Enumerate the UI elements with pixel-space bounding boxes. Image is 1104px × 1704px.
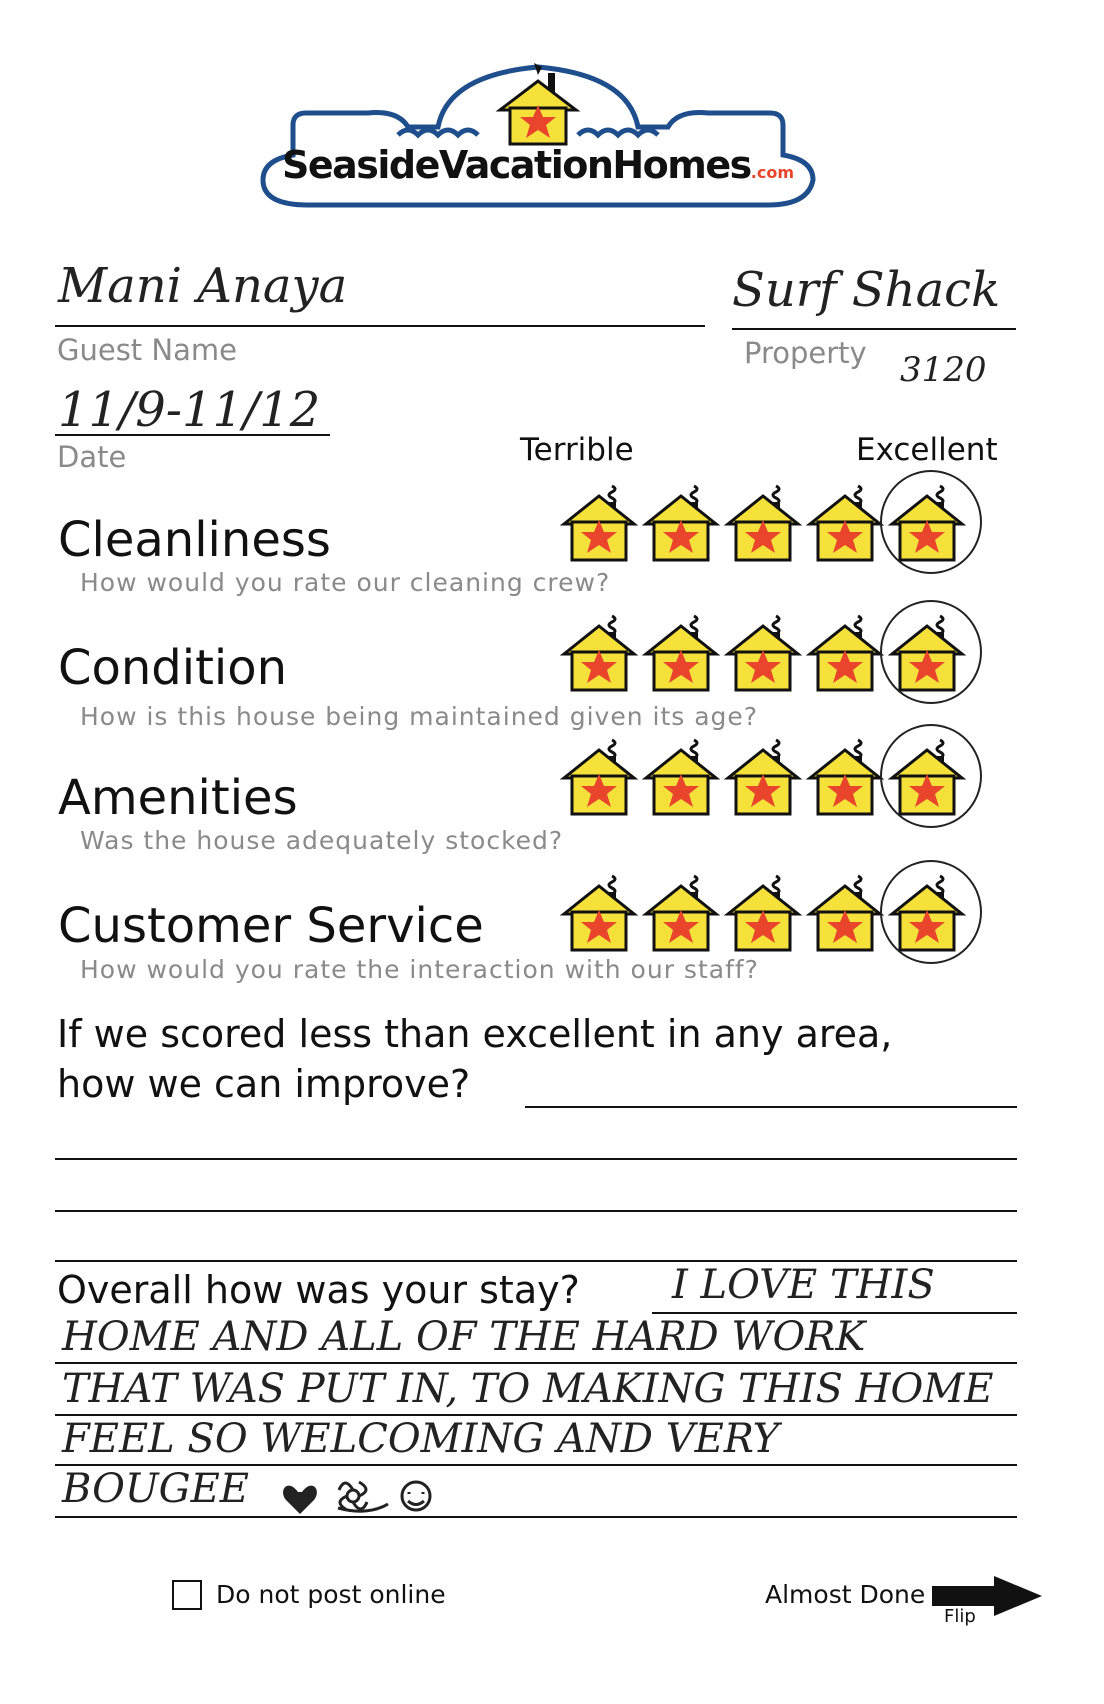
category-question: How would you rate our cleaning crew? (80, 568, 611, 597)
flip-label: Flip (944, 1606, 976, 1627)
rating-house-icon[interactable] (642, 736, 720, 818)
rating-houses (560, 612, 966, 694)
category-question: How would you rate the interaction with our staff? (80, 955, 759, 984)
rating-house-icon[interactable] (642, 612, 720, 694)
scale-low-label: Terrible (520, 432, 634, 468)
category-title: Amenities (58, 770, 298, 826)
category-title: Condition (58, 640, 288, 696)
guest-name-line (55, 325, 705, 327)
improve-line (525, 1106, 1017, 1108)
rating-house-icon[interactable] (806, 872, 884, 954)
category-question: How is this house being maintained given its age? (80, 702, 759, 731)
rating-house-icon[interactable] (560, 612, 638, 694)
guest-name-label: Guest Name (57, 333, 237, 367)
do-not-post-checkbox[interactable] (172, 1580, 202, 1610)
rating-houses (560, 482, 966, 564)
selected-rating-circle (880, 860, 982, 964)
category-title: Cleanliness (58, 512, 331, 568)
overall-answer-line: I LOVE THIS (672, 1262, 935, 1308)
improve-line (55, 1158, 1017, 1160)
rating-house-icon[interactable] (560, 872, 638, 954)
rating-house-icon[interactable] (642, 872, 720, 954)
selected-rating-circle (880, 470, 982, 574)
rating-house-icon[interactable] (724, 736, 802, 818)
do-not-post-label: Do not post online (216, 1580, 446, 1609)
heart-flower-doodle-icon (278, 1470, 468, 1520)
rating-houses (560, 736, 966, 818)
logo-tld: .com (750, 163, 795, 182)
rating-house-icon[interactable] (806, 482, 884, 564)
category-question: Was the house adequately stocked? (80, 826, 564, 855)
property-line (732, 328, 1016, 330)
rating-house-icon[interactable] (806, 612, 884, 694)
rating-house-icon[interactable] (724, 482, 802, 564)
logo (248, 55, 828, 215)
property-label: Property (744, 336, 867, 370)
rating-house-icon[interactable] (888, 736, 966, 818)
overall-answer-line: FEEL SO WELCOMING AND VERY (62, 1416, 780, 1462)
scale-high-label: Excellent (856, 432, 998, 468)
property-value: Surf Shack (732, 262, 1001, 318)
rating-house-icon[interactable] (642, 482, 720, 564)
almost-done-label: Almost Done (765, 1580, 926, 1609)
logo-badge (248, 55, 828, 215)
rating-house-icon[interactable] (560, 482, 638, 564)
rating-houses (560, 872, 966, 954)
improve-prompt-line2: how we can improve? (57, 1062, 471, 1106)
date-line (55, 434, 330, 436)
improve-prompt-line1: If we scored less than excellent in any area, (57, 1012, 893, 1056)
rating-house-icon[interactable] (560, 736, 638, 818)
rating-house-icon[interactable] (724, 612, 802, 694)
overall-answer-line: HOME AND ALL OF THE HARD WORK (62, 1314, 866, 1360)
rating-house-icon[interactable] (724, 872, 802, 954)
selected-rating-circle (880, 724, 982, 828)
guest-name-value: Mani Anaya (58, 258, 348, 314)
overall-line (55, 1516, 1017, 1518)
property-number: 3120 (900, 350, 987, 390)
date-label: Date (57, 440, 127, 474)
date-value: 11/9-11/12 (58, 382, 321, 438)
improve-line (55, 1210, 1017, 1212)
overall-answer-line: BOUGEE (62, 1466, 249, 1512)
overall-prompt: Overall how was your stay? (57, 1268, 580, 1312)
overall-answer-line: THAT WAS PUT IN, TO MAKING THIS HOME (62, 1366, 994, 1412)
selected-rating-circle (880, 600, 982, 704)
rating-house-icon[interactable] (888, 872, 966, 954)
rating-house-icon[interactable] (888, 612, 966, 694)
category-title: Customer Service (58, 898, 484, 954)
rating-house-icon[interactable] (888, 482, 966, 564)
overall-line (55, 1362, 1017, 1364)
rating-house-icon[interactable] (806, 736, 884, 818)
logo-brand-text: SeasideVacationHomes.com (281, 143, 795, 187)
